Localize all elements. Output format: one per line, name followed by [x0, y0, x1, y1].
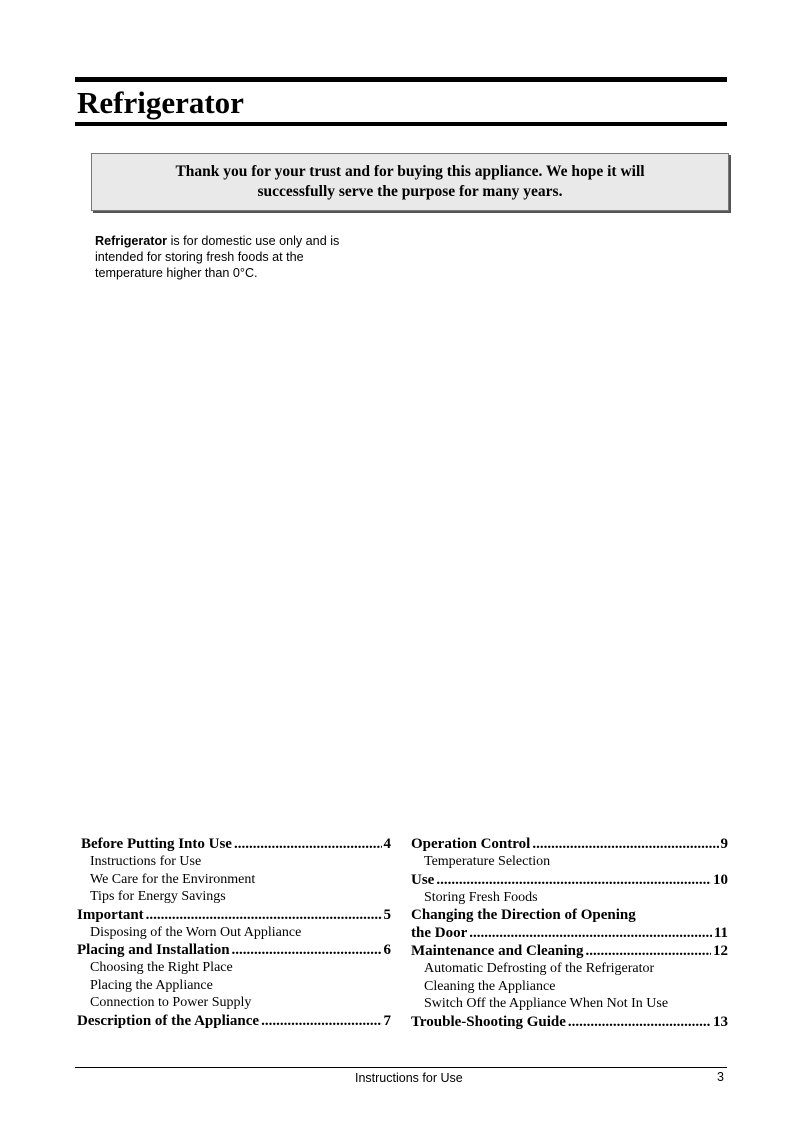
toc-entry[interactable]	[411, 871, 728, 889]
toc-subentry[interactable]: Switch Off the Appliance When Not In Use	[424, 996, 669, 1011]
toc-subentry[interactable]: We Care for the Environment	[90, 871, 256, 887]
toc-leader-dots	[234, 835, 382, 853]
toc-entry-title: Use	[411, 871, 435, 888]
toc-entry[interactable]	[411, 1013, 728, 1031]
toc-entry-title: Important	[77, 906, 144, 923]
footer-rule	[75, 1067, 727, 1068]
toc-entry[interactable]	[77, 1012, 391, 1030]
toc-subentry[interactable]: Automatic Defrosting of the Refrigerator	[424, 961, 655, 976]
footer-label: Instructions for Use	[355, 1071, 463, 1085]
toc-left-column	[77, 835, 391, 1030]
toc-subentry[interactable]: Choosing the Right Place	[90, 960, 233, 975]
toc-leader-dots	[261, 1012, 381, 1030]
toc-subentry[interactable]: Placing the Appliance	[90, 977, 213, 993]
toc-leader-dots	[532, 835, 718, 853]
toc-leader-dots	[469, 924, 712, 942]
toc-subentry[interactable]: Cleaning the Appliance	[424, 978, 556, 994]
toc-subentry[interactable]: Connection to Power Supply	[90, 995, 252, 1010]
toc-subentry[interactable]: Disposing of the Worn Out Appliance	[90, 924, 302, 940]
toc-entry-title: Description of the Appliance	[77, 1012, 260, 1029]
toc-right-column	[411, 835, 728, 1031]
thank-you-text: Thank you for your trust and for buying this appliance. We hope it will successfully serve the purpose for many years.	[175, 163, 645, 200]
toc-entry[interactable]: Changing the Direction of Opening	[411, 907, 636, 923]
toc-entry[interactable]	[77, 941, 391, 959]
toc-subentry[interactable]: Tips for Energy Savings	[90, 889, 226, 904]
toc-entry[interactable]	[411, 924, 728, 942]
footer-page-number: 3	[717, 1070, 724, 1084]
toc-entry[interactable]	[77, 906, 391, 924]
toc-leader-dots	[146, 906, 382, 924]
toc-page-number: 10	[713, 871, 728, 888]
toc-subentry[interactable]: Temperature Selection	[424, 854, 551, 869]
title-underline	[75, 122, 727, 126]
toc-entry-title: the Door	[411, 925, 468, 941]
toc-page-number: 4	[383, 836, 391, 852]
toc-entry-title: Trouble-Shooting Guide	[411, 1013, 566, 1030]
toc-page-number: 5	[383, 906, 391, 923]
toc-leader-dots	[568, 1013, 711, 1031]
intro-paragraph	[95, 233, 375, 281]
toc-entry[interactable]	[77, 835, 391, 853]
page-title: Refrigerator	[77, 85, 244, 120]
toc-page-number: 12	[713, 943, 728, 959]
toc-page-number: 11	[713, 925, 728, 941]
toc-leader-dots	[436, 871, 711, 889]
toc-page-number: 9	[720, 836, 728, 852]
toc-entry-title: Operation Control	[411, 836, 531, 852]
top-rule	[75, 77, 727, 82]
toc-entry[interactable]	[411, 942, 728, 960]
toc-entry-title: Maintenance and Cleaning	[411, 943, 584, 959]
toc-entry[interactable]	[411, 835, 728, 853]
toc-leader-dots	[232, 941, 382, 959]
toc-subentry[interactable]: Instructions for Use	[90, 854, 202, 869]
toc-page-number: 6	[383, 942, 391, 958]
toc-page-number: 7	[383, 1012, 391, 1029]
intro-text: is for domestic use only and is intended for storing fresh foods at the temperature higher than 0°C.	[95, 234, 340, 280]
toc-entry-title: Before Putting Into Use	[81, 836, 232, 852]
toc-subentry[interactable]: Storing Fresh Foods	[424, 889, 538, 905]
toc-page-number: 13	[713, 1013, 728, 1030]
intro-bold-term: Refrigerator	[95, 234, 168, 248]
toc-entry-title: Placing and Installation	[77, 942, 230, 958]
toc-leader-dots	[586, 942, 711, 960]
thank-you-box	[91, 153, 729, 211]
